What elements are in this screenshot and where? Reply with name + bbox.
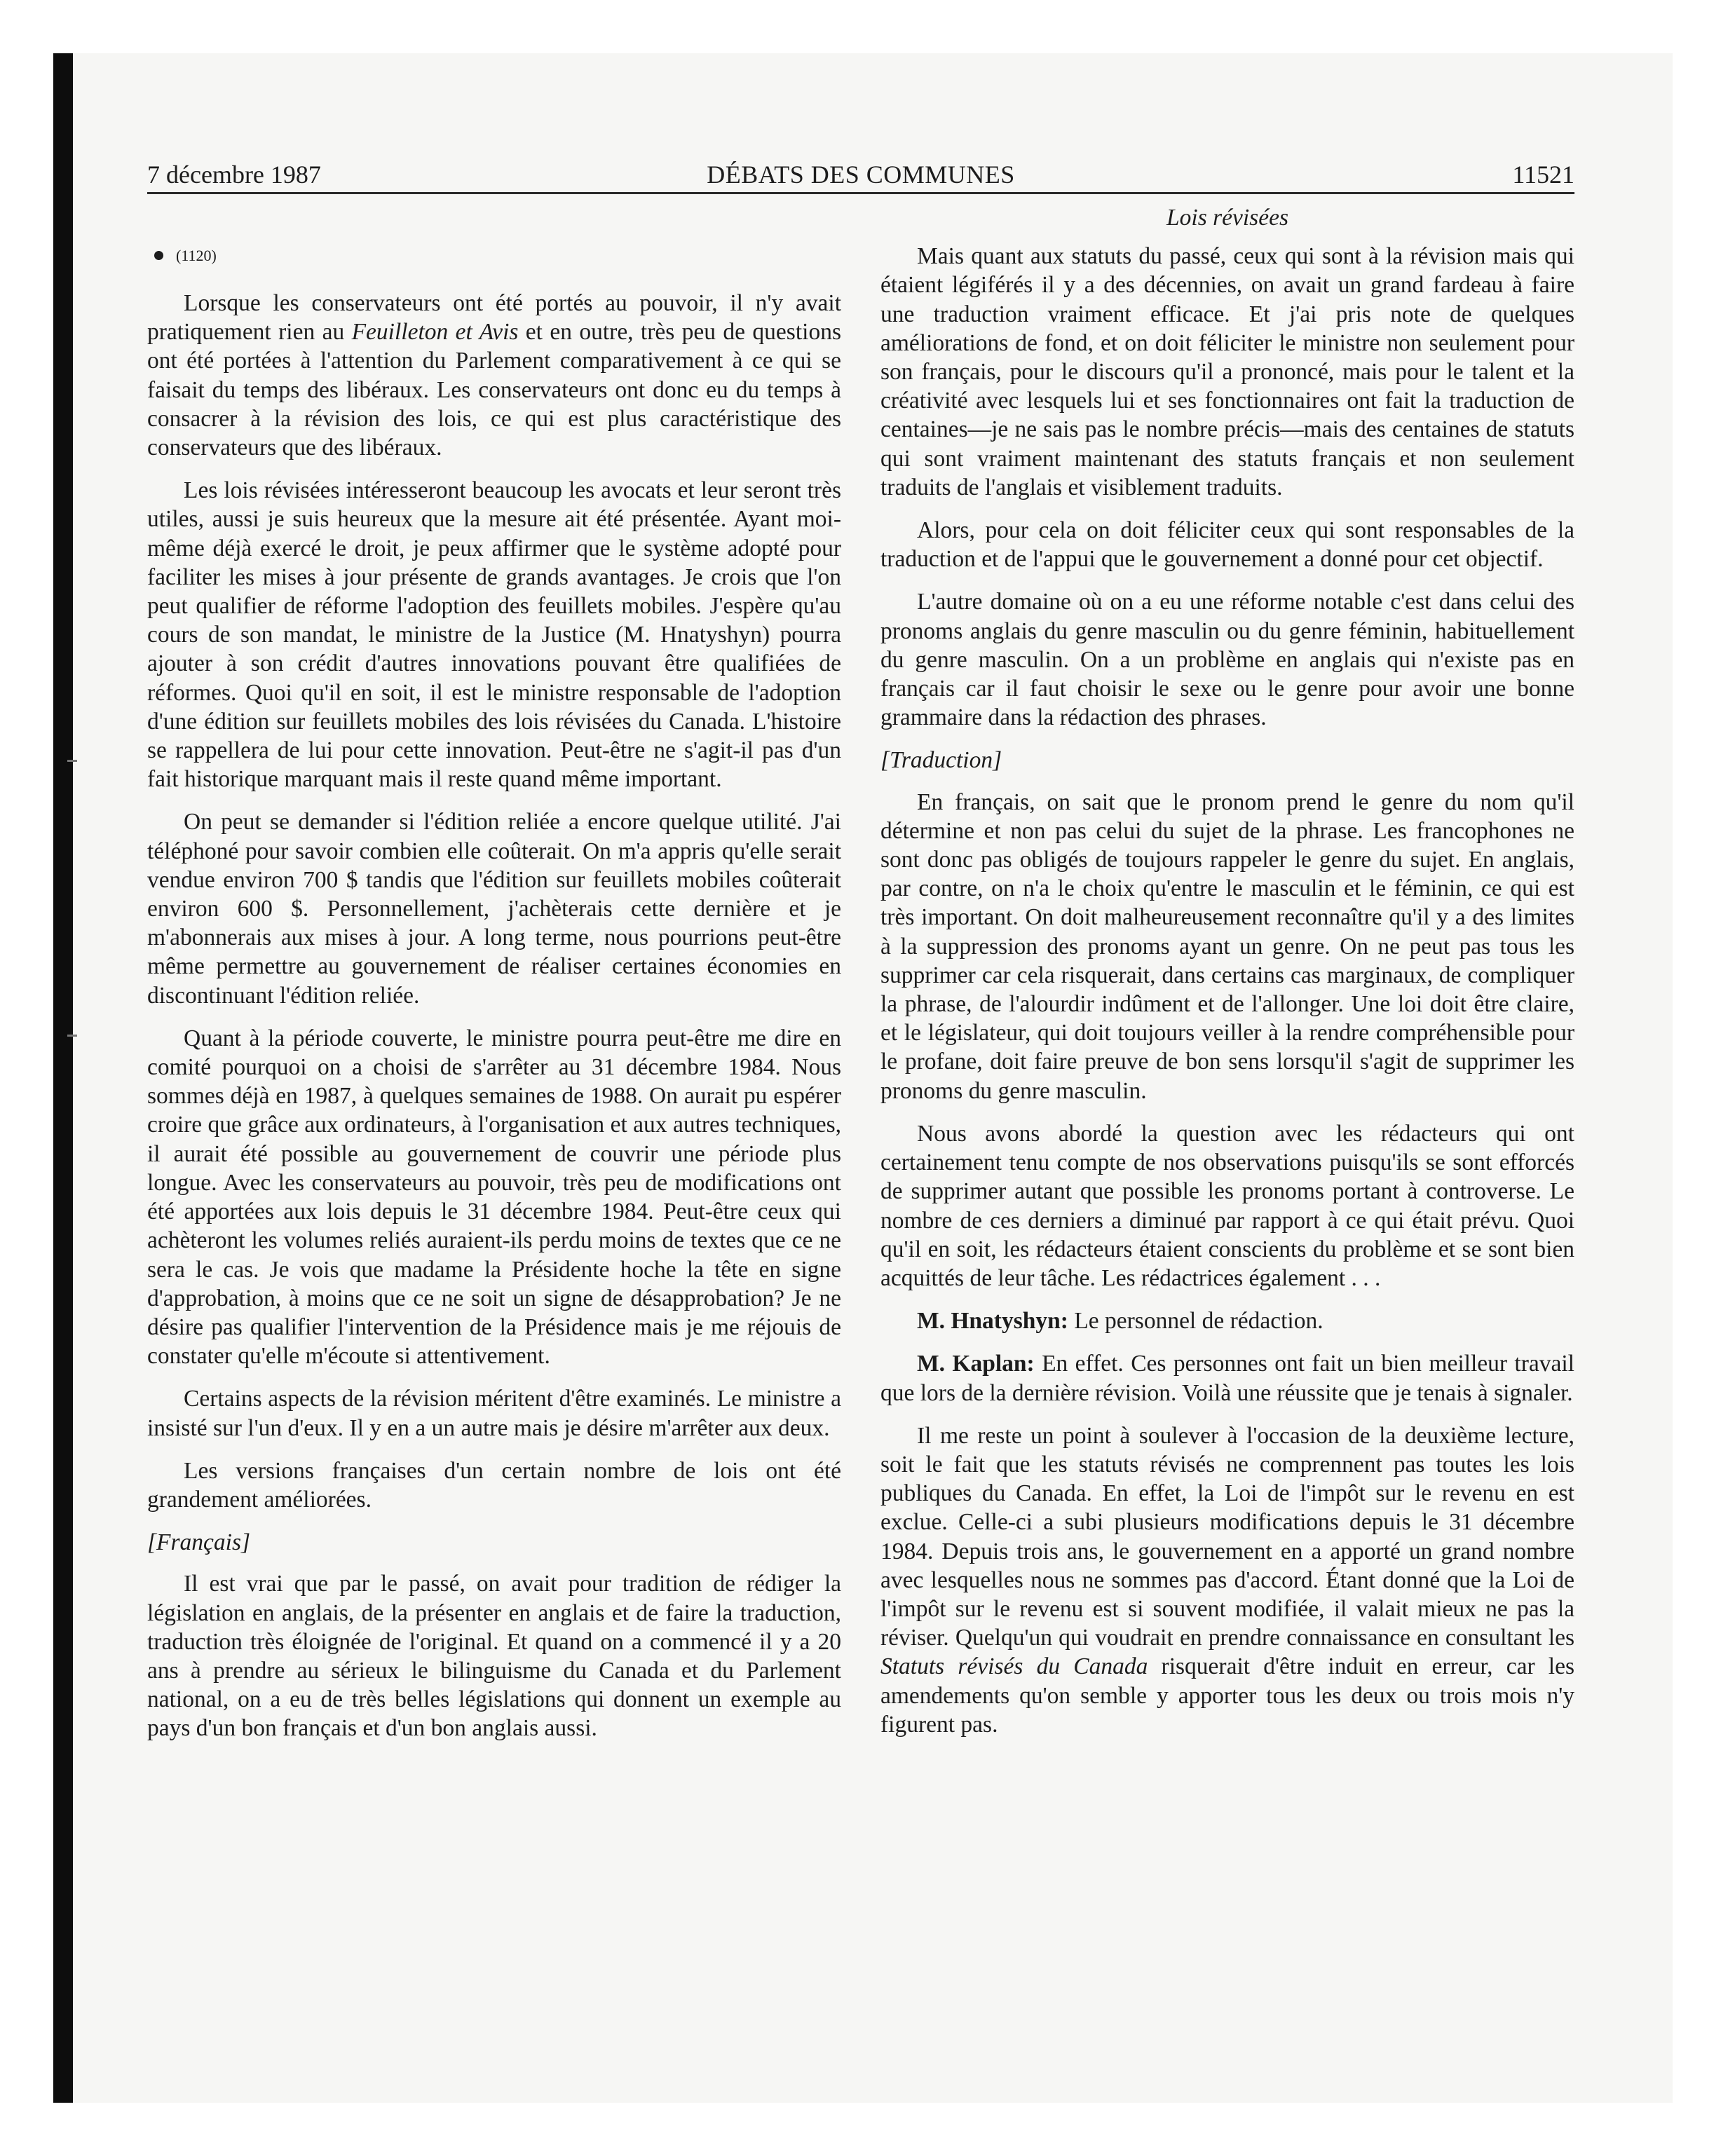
bracket: ] <box>993 747 1002 774</box>
paragraph: Nous avons abordé la question avec les rédacteurs qui ont certainement tenu compte de nos observations puisqu'ils se sont efforcés de supprimer autant que possible les pronoms portant à controverse. Le nombre de ces derniers a diminué par rapport à ce qui était prévu. Quoi qu'il en soit, les rédacteurs étaient conscients du problème et se sont bien acquittés de leur tâche. Les rédactrices également . . . <box>880 1120 1574 1291</box>
time-marker <box>147 247 841 265</box>
paragraph: Quant à la période couverte, le ministre pourra peut-être me dire en comité pourquoi on a choisi de s'arrêter au 31 décembre 1984. Nous sommes déjà en 1987, à quelques semaines de 1988. On aurait pu espérer croire que grâce aux ordinateurs, à l'organisation et aux autres techniques, il aurait été possible au gouvernement de couvrir une période plus longue. Avec les conservateurs au pouvoir, très peu de modifications ont été apportées aux lois depuis le 31 décembre 1984. Peut-être ceux qui achèteront les volumes reliés auraient-ils perdu moins de textes que ce ne sera le cas. Je vois que madame la Présidente hoche la tête en signe d'approbation, à moins que ce ne soit un signe de désapprobation? Je ne désire pas qualifier l'intervention de la Présidence mais je me réjouis de constater qu'elle m'écoute si attentivement. <box>147 1025 841 1370</box>
paragraph: Alors, pour cela on doit féliciter ceux qui sont responsables de la traduction et de l'appui que le gouvernement a donné pour cet objectif. <box>880 517 1574 573</box>
right-column <box>880 203 1574 1753</box>
speaker-name: M. Kaplan: <box>917 1351 1035 1377</box>
header-page-number: 11521 <box>1512 161 1574 189</box>
binding-mark <box>67 760 77 762</box>
paragraph: Certains aspects de la révision méritent d'être examinés. Le ministre a insisté sur l'un d'eux. Il y en a un autre mais je désire m'arrêter aux deux. <box>147 1386 841 1441</box>
language-label-text: Traduction <box>890 747 993 774</box>
bracket: [ <box>880 747 890 774</box>
paragraph-italic: Statuts révisés du Canada <box>880 1653 1148 1680</box>
paragraph-text: et en outre, très peu de questions ont été portées à l'attention du Parlement comparativement à ce qui se faisait du temps des libéraux. Les conservateurs ont donc eu du temps à consacrer à la révision des lois, ce qui est plus caractéristique des conservateurs que des libéraux. <box>147 319 841 461</box>
speaker-paragraph <box>880 1306 1574 1335</box>
language-label-text: Français <box>156 1529 242 1556</box>
speaker-name: M. Hnatyshyn: <box>917 1308 1068 1335</box>
header-publication: DÉBATS DES COMMUNES <box>707 161 1015 189</box>
paragraph: Mais quant aux statuts du passé, ceux qui sont à la révision mais qui étaient légiférés il y a des décennies, on avait un grand fardeau à faire une traduction vraiment efficace. Et j'ai pris note de quelques améliorations de fond, et on doit féliciter le ministre non seulement pour son français, pour le discours qu'il a prononcé, mais pour le talent et la créativité avec lesquels lui et ses fonctionnaires ont fait la traduction de centaines—je ne sais pas le nombre précis—mais des centaines de statuts qui sont vraiment maintenant des statuts français et non seulement traduits de l'anglais et visiblement traduits. <box>880 243 1574 500</box>
paragraph-text: risquerait d'être induit en erreur, car les amendements qu'on semble y apporter tous les deux ou trois mois n'y figurent pas. <box>880 1653 1575 1738</box>
time-marker-text: (1120) <box>176 247 217 264</box>
speaker-paragraph <box>880 1349 1574 1407</box>
paragraph-text: Il me reste un point à soulever à l'occasion de la deuxième lecture, soit le fait que les statuts révisés ne comprennent pas toutes les lois publiques du Canada. En effet, la Loi de l'impôt sur le revenu en est exclue. Celle-ci a subi plusieurs modifications depuis le 31 décembre 1984. Depuis trois ans, le gouvernement en a apporté un grand nombre avec lesquelles nous ne sommes pas d'accord. Étant donné que la Loi de l'impôt sur le revenu est si souvent modifiée, il valait mieux ne pas la réviser. Quelqu'un qui voudrait en prendre connaissance en consultant les <box>880 1422 1574 1651</box>
binding-edge <box>53 53 73 2103</box>
header-date: 7 décembre 1987 <box>147 161 321 189</box>
bullet-icon <box>154 251 163 260</box>
paragraph: En français, on sait que le pronom prend le genre du nom qu'il détermine et non pas celui du sujet de la phrase. Les francophones ne sont donc pas obligés de toujours rappeler le genre du sujet. En anglais, par contre, on n'a le choix qu'entre le masculin et le féminin, ce qui est très important. On doit malheureusement reconnaître qu'il y a des limites à la suppression des pronoms ayant un genre. On ne peut pas tous les supprimer car cela risquerait, dans certains cas marginaux, de compliquer la phrase, de l'alourdir indûment et de l'allonger. Une loi doit être claire, et le législateur, qui doit toujours veiller à la rendre compréhensible pour le profane, doit faire preuve de bon sens lorsqu'il s'agit de supprimer les pronoms du genre masculin. <box>880 789 1574 1104</box>
left-column <box>147 203 841 1757</box>
running-header <box>147 157 1574 194</box>
paragraph-text: Lorsque les conservateurs ont été portés au pouvoir, il n'y avait pratiquement rien au <box>147 290 841 346</box>
binding-mark <box>67 1035 77 1037</box>
paragraph <box>147 289 841 462</box>
paragraph: Les versions françaises d'un certain nombre de lois ont été grandement améliorées. <box>147 1457 841 1513</box>
speaker-text: Le personnel de rédaction. <box>1068 1308 1324 1335</box>
speaker-text: En effet. Ces personnes ont fait un bien meilleur travail que lors de la dernière révision. Voilà une réussite que je tenais à signaler. <box>880 1351 1574 1406</box>
bracket: [ <box>147 1529 157 1556</box>
paragraph: Les lois révisées intéresseront beaucoup les avocats et leur seront très utiles, aussi je suis heureux que la mesure ait été présentée. Ayant moi-même déjà exercé le droit, je peux affirmer que le système adopté pour faciliter les mises à jour présente de grands avantages. Je crois que l'on peut qualifier de réforme l'adoption des feuillets mobiles. J'espère qu'au cours de son mandat, le ministre de la Justice (M. Hnatyshyn) pourra ajouter à son crédit d'autres innovations pouvant être qualifiées de réformes. Quoi qu'il en soit, il est le ministre responsable de l'adoption d'une édition sur feuillets mobiles des lois révisées du Canada. L'histoire se rappellera de lui pour cette innovation. Peut-être ne s'agit-il pas d'un fait historique marquant mais il reste quand même important. <box>147 477 841 793</box>
paragraph: L'autre domaine où on a eu une réforme notable c'est dans celui des pronoms anglais du genre masculin ou du genre féminin, habituellement du genre masculin. On a un problème en anglais qui n'existe pas en français car il faut choisir le sexe ou le genre pour avoir une bonne grammaire dans la rédaction des phrases. <box>880 589 1574 731</box>
language-label <box>880 746 1574 775</box>
paragraph: Il est vrai que par le passé, on avait pour tradition de rédiger la législation en anglais, de la présenter en anglais et de faire la traduction, traduction très éloignée de l'original. Et quand on a commencé il y a 20 ans à prendre au sérieux le bilinguisme du Canada et du Parlement national, on a eu de très belles législations qui donnent un exemple au pays d'un bon français et d'un bon anglais aussi. <box>147 1571 841 1742</box>
language-label <box>147 1528 841 1557</box>
paragraph-italic: Feuilleton et Avis <box>351 319 519 346</box>
paragraph <box>880 1421 1574 1739</box>
bracket: ] <box>241 1529 251 1556</box>
section-heading: Lois révisées <box>1166 205 1288 231</box>
paragraph: On peut se demander si l'édition reliée a encore quelque utilité. J'ai téléphoné pour savoir combien elle coûterait. On m'a appris qu'elle serait vendue environ 700 $ tandis que l'édition sur feuillets mobiles coûterait environ 600 $. Personnellement, j'achèterais cette dernière et je m'abonnerais aux mises à jour. A long terme, nous pourrions peut-être même permettre au gouvernement de réaliser certaines économies en discontinuant l'édition reliée. <box>147 809 841 1009</box>
